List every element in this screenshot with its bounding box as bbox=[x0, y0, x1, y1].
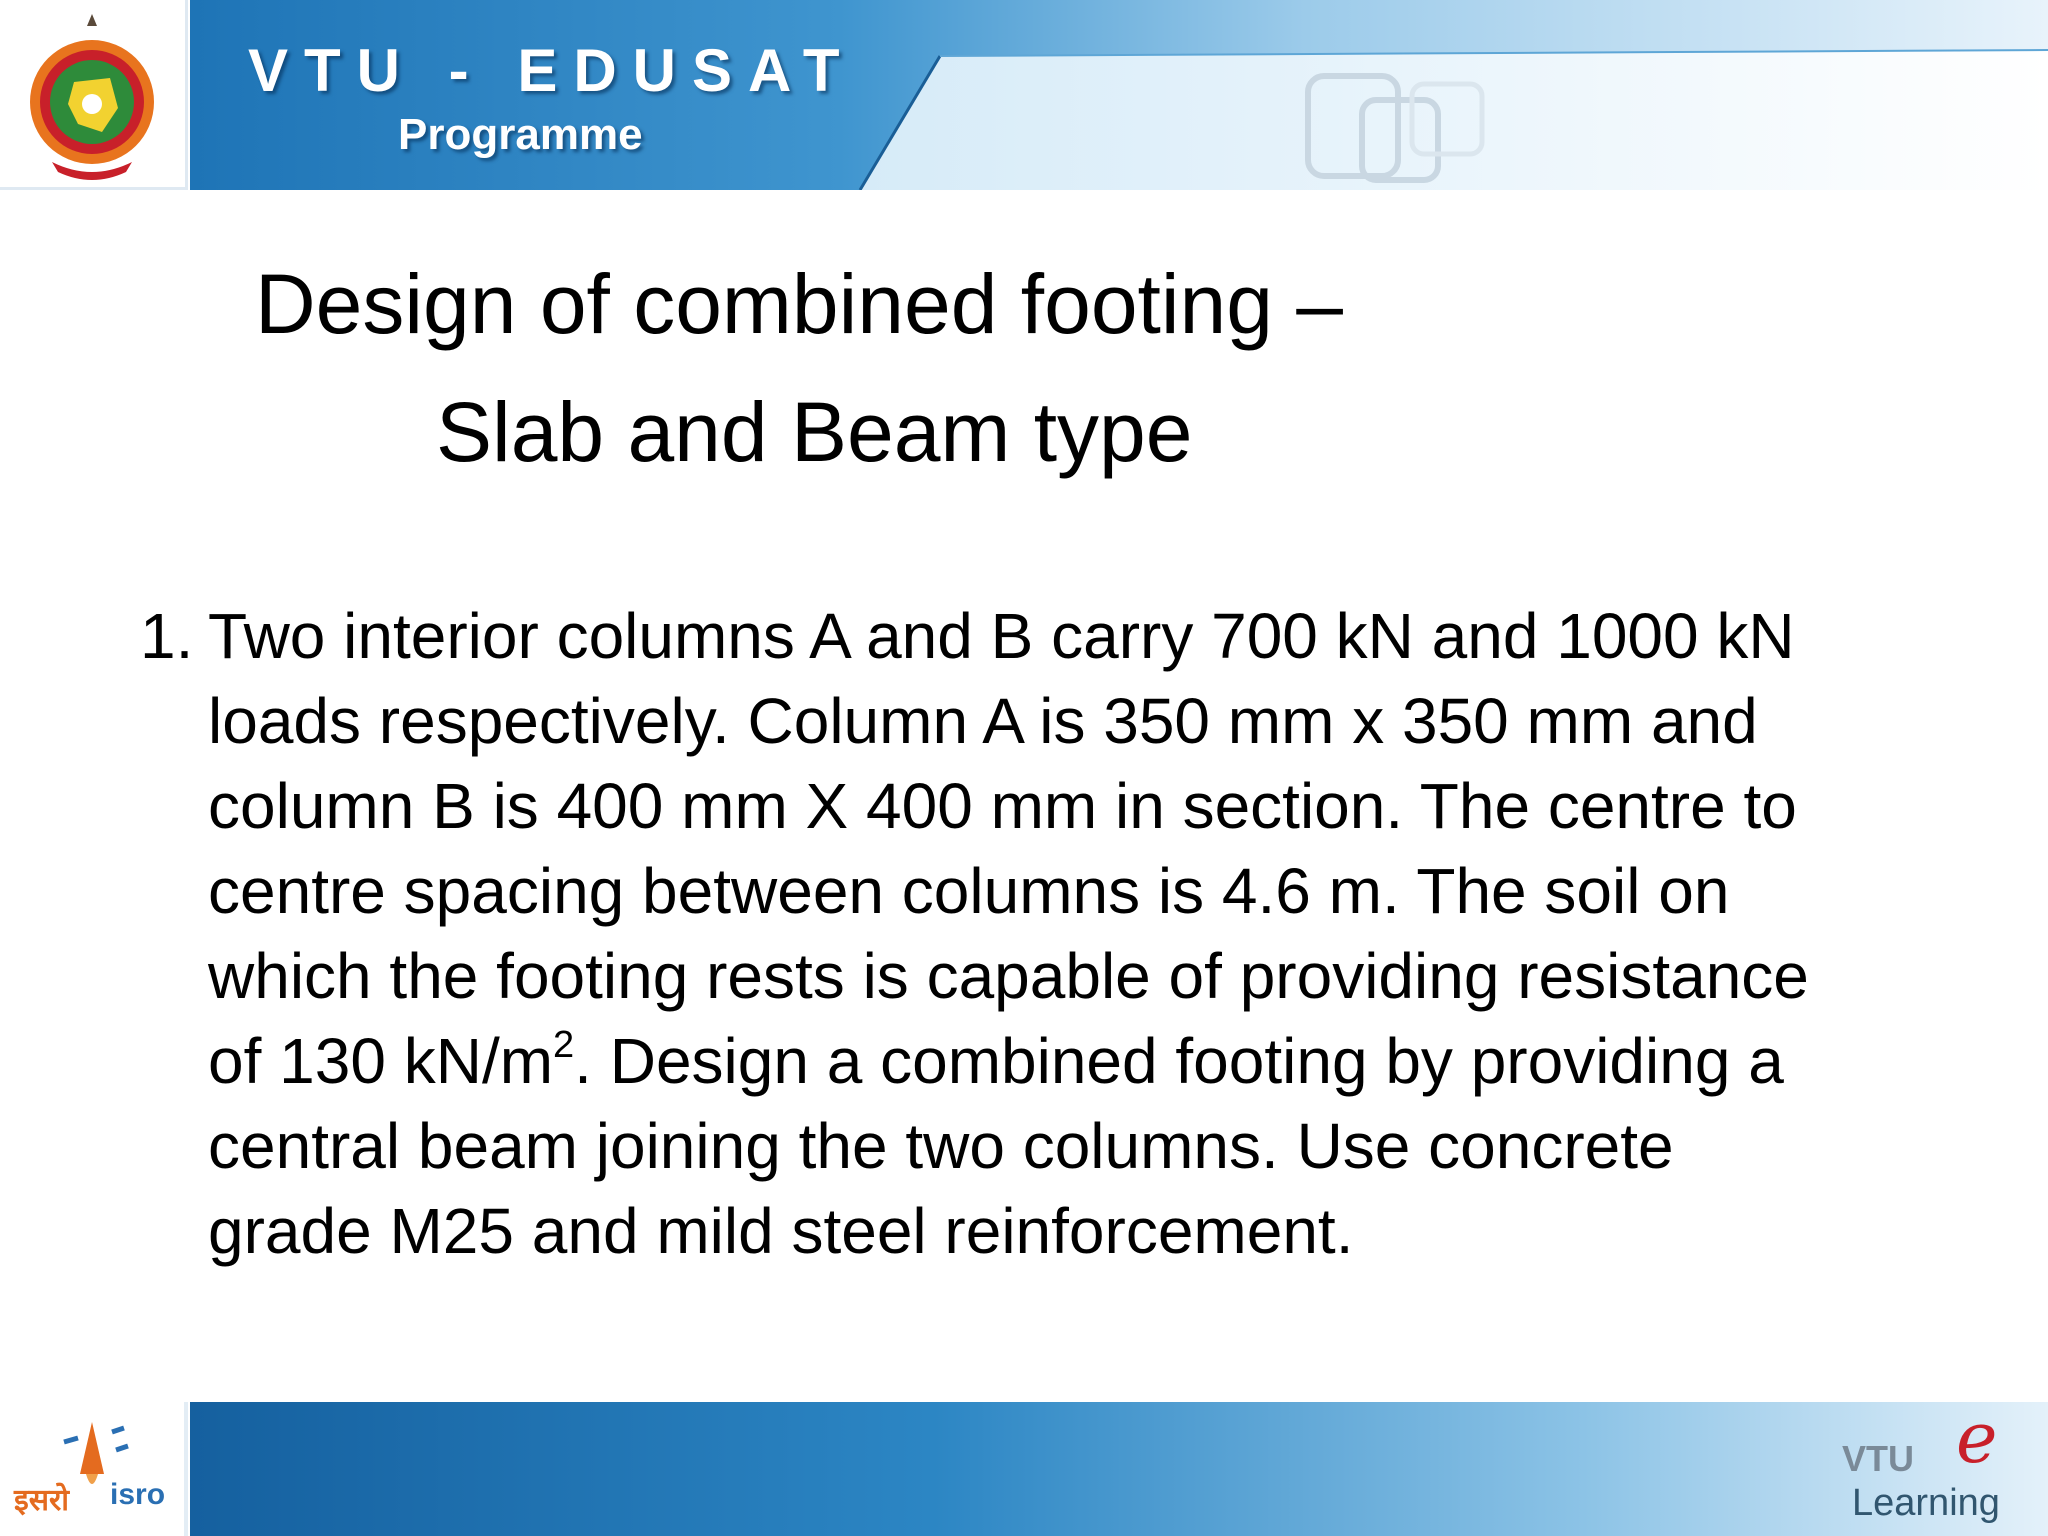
isro-hindi-text: इसरो bbox=[14, 1484, 70, 1517]
problem-line-6-before: of 130 kN/m bbox=[208, 1025, 554, 1097]
header-title: VTU - EDUSAT bbox=[248, 37, 856, 104]
university-seal-icon bbox=[22, 12, 162, 182]
problem-list bbox=[140, 594, 1940, 1274]
problem-line-7: central beam joining the two columns. Use concrete bbox=[208, 1110, 1674, 1182]
problem-line-5: which the footing rests is capable of providing resistance bbox=[208, 940, 1809, 1012]
problem-line-6-after: . Design a combined footing by providing a bbox=[574, 1025, 1784, 1097]
footer-band-background bbox=[0, 1394, 2048, 1536]
problem-line-2: loads respectively. Column A is 350 mm x 350 mm and bbox=[208, 685, 1758, 757]
footer-banner bbox=[0, 1394, 2048, 1536]
decorative-squares-icon bbox=[1300, 62, 1500, 192]
header-subtitle: Programme bbox=[398, 110, 643, 159]
problem-number: 1. bbox=[140, 600, 194, 672]
problem-item bbox=[140, 594, 1940, 1274]
vtu-e-letter: e bbox=[1956, 1416, 1998, 1479]
problem-line-1: Two interior columns A and B carry 700 kN and 1000 kN bbox=[208, 600, 1795, 672]
header-banner bbox=[0, 0, 2048, 196]
slide-title-line-2: Slab and Beam type bbox=[436, 385, 1193, 479]
vtu-logo-text: VTU bbox=[1842, 1438, 1914, 1479]
unit-superscript: 2 bbox=[553, 1024, 575, 1066]
problem-line-4: centre spacing between columns is 4.6 m. The soil on bbox=[208, 855, 1730, 927]
slide-title-line-1: Design of combined footing – bbox=[255, 257, 1344, 351]
problem-line-8: grade M25 and mild steel reinforcement. bbox=[208, 1195, 1354, 1267]
problem-line-6 bbox=[208, 1019, 1940, 1104]
problem-line-3: column B is 400 mm X 400 mm in section. The centre to bbox=[208, 770, 1797, 842]
isro-english-text: isro bbox=[110, 1478, 166, 1511]
learning-logo-text: Learning bbox=[1852, 1482, 2000, 1524]
